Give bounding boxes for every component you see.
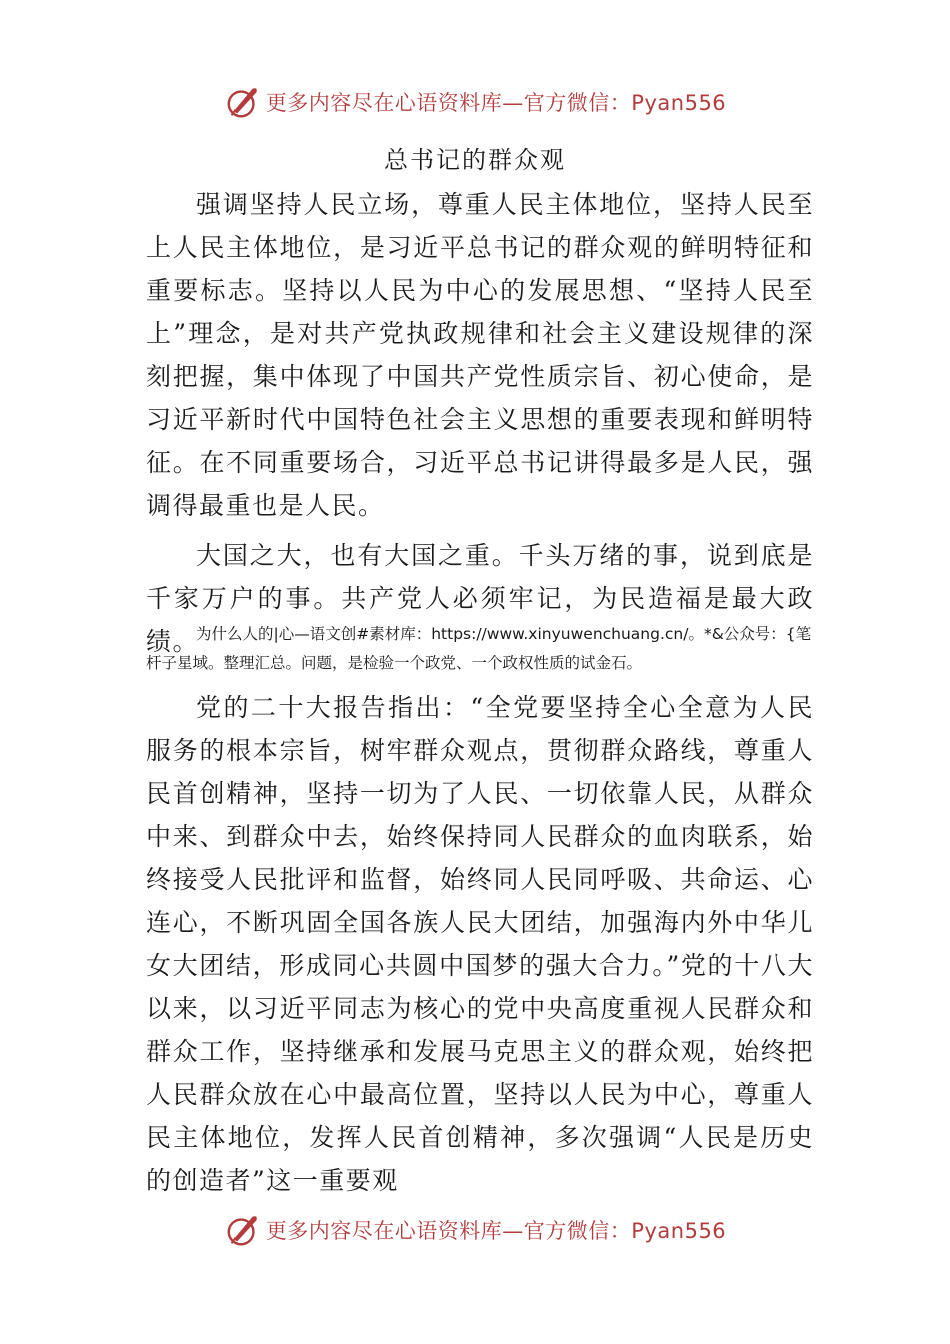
quill-pen-logo-icon: [224, 83, 262, 121]
footer-watermark-banner: [0, 1208, 950, 1252]
quill-pen-logo-icon: [224, 1211, 262, 1249]
paragraph-2: 大国之大，也有大国之重。千头万绪的事，说到底是千家万户的事。共产党人必须牢记，为民造福是最大政绩。: [146, 541, 814, 656]
header-watermark-text: 更多内容尽在心语资料库—官方微信：Pyan556: [265, 91, 727, 115]
inline-watermark-note: 为什么人的|心—语文创#素材库：https://www.xinyuwenchuang.cn/。*&公众号：{笔杆子星域。整理汇总。问题，是检验一个政党、一个政权性质的试金石。: [146, 625, 812, 672]
footer-watermark-text: 更多内容尽在心语资料库—官方微信：Pyan556: [265, 1219, 727, 1243]
paragraph-3: 党的二十大报告指出：“全党要坚持全心全意为人民服务的根本宗旨，树牢群众观点，贯彻群众路线，尊重人民首创精神，坚持一切为了人民、一切依靠人民，从群众中来、到群众中去，始终保持同人民群众的血肉联系，始终接受人民批评和监督，始终同人民同呼吸、共命运、心连心，不断巩固全国各族人民大团结，加强海内外中华儿女大团结，形成同心共圆中国梦的强大合力。”党的十八大以来，以习近平同志为核心的党中央高度重视人民群众和群众工作，坚持继承和发展马克思主义的群众观，始终把人民群众放在心中最高位置，坚持以人民为中心，尊重人民主体地位，发挥人民首创精神，多次强调“人民是历史的创造者”这一重要观: [146, 693, 814, 1195]
header-watermark-banner: [0, 80, 950, 124]
document-title: 总书记的群众观: [384, 146, 566, 174]
paragraph-1: 强调坚持人民立场，尊重人民主体地位，坚持人民至上人民主体地位，是习近平总书记的群众观的鲜明特征和重要标志。坚持以人民为中心的发展思想、“坚持人民至上”理念，是对共产党执政规律和社会主义建设规律的深刻把握，集中体现了中国共产党性质宗旨、初心使命，是习近平新时代中国特色社会主义思想的重要表现和鲜明特征。在不同重要场合，习近平总书记讲得最多是人民，强调得最重也是人民。: [146, 190, 814, 520]
